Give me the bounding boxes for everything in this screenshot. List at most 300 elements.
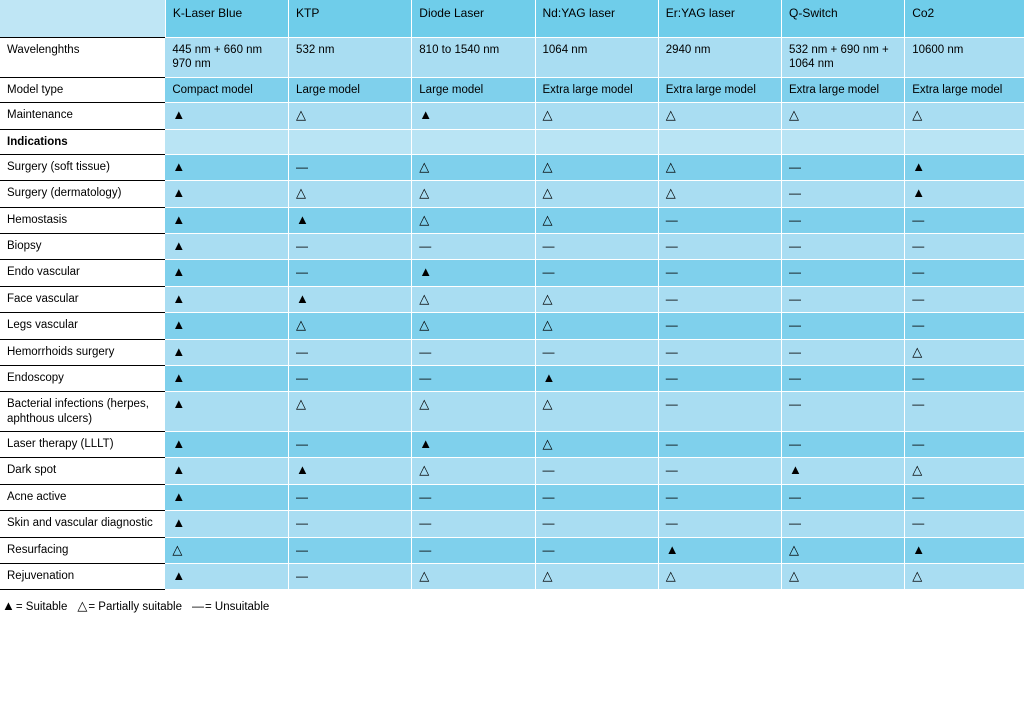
unsuitable-icon [912,265,924,278]
legend-unsuitable-text: = Unsuitable [205,600,270,613]
unsuitable-icon [543,490,555,503]
cell-symbol [905,484,1024,510]
cell-section-spacer [289,129,412,154]
cell-symbol [289,313,412,339]
row-label: Model type [0,77,165,102]
cell-symbol [658,432,781,458]
cell-symbol [412,365,535,391]
cell-symbol [781,154,904,180]
unsuitable-icon [296,516,308,529]
cell-symbol [658,563,781,589]
cell-symbol [658,154,781,180]
unsuitable-icon [789,160,801,173]
unsuitable-icon [666,292,678,305]
cell-symbol [658,207,781,233]
cell-symbol [165,207,288,233]
cell-text: 2940 nm [658,38,781,78]
cell-text: 10600 nm [905,38,1024,78]
unsuitable-icon [296,265,308,278]
cell-symbol [905,458,1024,484]
suitable-icon [296,292,309,305]
row-label: Hemostasis [0,207,165,233]
partially-suitable-icon [419,213,429,226]
cell-symbol [781,103,904,129]
cell-symbol [781,563,904,589]
cell-symbol [289,484,412,510]
cell-symbol [412,339,535,365]
partially-suitable-icon [666,108,676,121]
unsuitable-icon [912,437,924,450]
row-label: Face vascular [0,286,165,312]
unsuitable-icon [419,239,431,252]
unsuitable-icon [789,345,801,358]
cell-text: 445 nm + 660 nm 970 nm [165,38,288,78]
table-row [0,207,1024,233]
row-label: Bacterial infections (herpes, aphthous ulcers) [0,392,165,432]
cell-symbol [781,313,904,339]
table-row [0,181,1024,207]
suitable-icon [172,397,185,410]
row-label: Wavelenghths [0,38,165,78]
cell-symbol [412,563,535,589]
unsuitable-icon [543,543,555,556]
cell-symbol [658,234,781,260]
table-row [0,392,1024,432]
partially-suitable-icon [912,108,922,121]
partially-suitable-icon [666,160,676,173]
cell-symbol [658,260,781,286]
unsuitable-icon [789,265,801,278]
suitable-icon [172,160,185,173]
partially-suitable-icon [789,108,799,121]
cell-symbol [412,154,535,180]
cell-text: Extra large model [905,77,1024,102]
unsuitable-icon [296,345,308,358]
cell-symbol [165,392,288,432]
unsuitable-icon [912,239,924,252]
cell-symbol [165,286,288,312]
table-row [0,313,1024,339]
cell-symbol [535,313,658,339]
cell-section-spacer [412,129,535,154]
partially-suitable-icon [666,186,676,199]
cell-symbol [781,207,904,233]
cell-symbol [535,234,658,260]
suitable-icon [172,213,185,226]
column-header-k-laser-blue: K-Laser Blue [165,0,288,38]
partially-suitable-icon [666,569,676,582]
legend-unsuitable-icon [192,599,204,612]
cell-symbol [781,339,904,365]
suitable-icon [666,543,679,556]
unsuitable-icon [789,186,801,199]
row-label: Endoscopy [0,365,165,391]
cell-symbol [781,484,904,510]
partially-suitable-icon [543,213,553,226]
cell-symbol [535,339,658,365]
cell-symbol [658,537,781,563]
cell-symbol [289,260,412,286]
cell-symbol [905,365,1024,391]
unsuitable-icon [296,543,308,556]
column-header-nd-yag-laser: Nd:YAG laser [535,0,658,38]
cell-text: 532 nm [289,38,412,78]
suitable-icon [172,186,185,199]
column-header-er-yag-laser: Er:YAG laser [658,0,781,38]
cell-symbol [535,458,658,484]
unsuitable-icon [666,397,678,410]
cell-symbol [535,181,658,207]
suitable-icon [172,239,185,252]
table-row [0,77,1024,102]
cell-symbol [658,458,781,484]
cell-symbol [165,432,288,458]
cell-symbol [412,286,535,312]
row-label: Surgery (soft tissue) [0,154,165,180]
cell-symbol [412,432,535,458]
table-corner-cell [0,0,165,38]
legend-full-icon [2,599,15,612]
cell-symbol [905,563,1024,589]
row-label: Endo vascular [0,260,165,286]
cell-symbol [289,339,412,365]
cell-symbol [289,181,412,207]
unsuitable-icon [543,265,555,278]
cell-symbol [412,260,535,286]
cell-symbol [781,392,904,432]
legend-full-text: = Suitable [15,600,68,613]
cell-symbol [412,207,535,233]
cell-symbol [535,537,658,563]
row-label: Hemorrhoids surgery [0,339,165,365]
suitable-icon [419,108,432,121]
table-row [0,537,1024,563]
unsuitable-icon [296,490,308,503]
unsuitable-icon [789,371,801,384]
cell-symbol [289,458,412,484]
cell-symbol [165,563,288,589]
partially-suitable-icon [543,186,553,199]
partially-suitable-icon [543,397,553,410]
table-header [0,0,1024,38]
cell-symbol [535,563,658,589]
partially-suitable-icon [296,318,306,331]
cell-symbol [905,234,1024,260]
partially-suitable-icon [789,543,799,556]
cell-symbol [905,154,1024,180]
table-row [0,339,1024,365]
cell-symbol [289,392,412,432]
cell-symbol [658,392,781,432]
unsuitable-icon [666,345,678,358]
cell-symbol [289,432,412,458]
cell-text: Large model [289,77,412,102]
partially-suitable-icon [419,569,429,582]
partially-suitable-icon [419,397,429,410]
partially-suitable-icon [543,292,553,305]
partially-suitable-icon [543,437,553,450]
cell-symbol [781,432,904,458]
partially-suitable-icon [543,160,553,173]
unsuitable-icon [666,213,678,226]
unsuitable-icon [666,318,678,331]
cell-text: Extra large model [658,77,781,102]
table-row [0,511,1024,537]
table-row [0,234,1024,260]
table-header-row [0,0,1024,38]
cell-symbol [165,154,288,180]
unsuitable-icon [666,265,678,278]
cell-symbol [781,234,904,260]
unsuitable-icon [789,239,801,252]
partially-suitable-icon [296,108,306,121]
cell-symbol [905,537,1024,563]
suitable-icon [172,292,185,305]
cell-symbol [412,484,535,510]
cell-section-spacer [165,129,288,154]
cell-symbol [905,511,1024,537]
table-body [0,38,1024,590]
row-label: Resurfacing [0,537,165,563]
suitable-icon [172,463,185,476]
row-label: Indications [0,129,165,154]
unsuitable-icon [666,371,678,384]
table-row [0,129,1024,154]
cell-symbol [535,484,658,510]
cell-symbol [781,458,904,484]
suitable-icon [172,569,185,582]
cell-symbol [781,286,904,312]
unsuitable-icon [296,437,308,450]
row-label: Dark spot [0,458,165,484]
cell-symbol [165,511,288,537]
table-row [0,154,1024,180]
cell-symbol [412,458,535,484]
suitable-icon [543,371,556,384]
unsuitable-icon [419,345,431,358]
cell-symbol [781,181,904,207]
column-header-co2: Co2 [905,0,1024,38]
cell-symbol [412,537,535,563]
unsuitable-icon [912,490,924,503]
unsuitable-icon [666,490,678,503]
cell-symbol [289,207,412,233]
partially-suitable-icon [172,543,182,556]
partially-suitable-icon [419,186,429,199]
partially-suitable-icon [296,186,306,199]
cell-symbol [165,103,288,129]
unsuitable-icon [543,516,555,529]
cell-symbol [535,511,658,537]
unsuitable-icon [666,239,678,252]
partially-suitable-icon [419,318,429,331]
unsuitable-icon [912,371,924,384]
legend [0,599,1024,613]
cell-symbol [781,537,904,563]
cell-symbol [412,103,535,129]
cell-symbol [658,339,781,365]
cell-symbol [658,286,781,312]
cell-symbol [289,563,412,589]
column-header-ktp: KTP [289,0,412,38]
cell-symbol [165,365,288,391]
suitable-icon [172,437,185,450]
unsuitable-icon [789,318,801,331]
row-label: Acne active [0,484,165,510]
cell-symbol [165,484,288,510]
cell-symbol [289,537,412,563]
unsuitable-icon [789,516,801,529]
cell-symbol [905,392,1024,432]
cell-symbol [412,511,535,537]
cell-symbol [412,181,535,207]
partially-suitable-icon [912,569,922,582]
cell-symbol [535,207,658,233]
unsuitable-icon [666,516,678,529]
cell-symbol [535,432,658,458]
table-row [0,103,1024,129]
cell-symbol [289,286,412,312]
unsuitable-icon [789,397,801,410]
cell-symbol [165,458,288,484]
unsuitable-icon [912,318,924,331]
unsuitable-icon [912,516,924,529]
cell-section-spacer [905,129,1024,154]
row-label: Biopsy [0,234,165,260]
column-header-q-switch: Q-Switch [781,0,904,38]
cell-symbol [165,313,288,339]
suitable-icon [172,108,185,121]
cell-symbol [289,365,412,391]
suitable-icon [172,516,185,529]
suitable-icon [172,371,185,384]
partially-suitable-icon [912,463,922,476]
partially-suitable-icon [543,569,553,582]
cell-symbol [535,392,658,432]
suitable-icon [912,543,925,556]
suitable-icon [296,213,309,226]
unsuitable-icon [789,437,801,450]
cell-symbol [905,432,1024,458]
unsuitable-icon [419,490,431,503]
cell-symbol [412,313,535,339]
cell-symbol [905,286,1024,312]
suitable-icon [172,318,185,331]
suitable-icon [296,463,309,476]
cell-symbol [905,103,1024,129]
unsuitable-icon [666,437,678,450]
unsuitable-icon [296,371,308,384]
cell-symbol [658,484,781,510]
partially-suitable-icon [419,292,429,305]
cell-symbol [412,234,535,260]
table-row [0,38,1024,78]
cell-text: 810 to 1540 nm [412,38,535,78]
unsuitable-icon [296,160,308,173]
partially-suitable-icon [543,318,553,331]
unsuitable-icon [419,543,431,556]
cell-symbol [535,154,658,180]
suitable-icon [172,345,185,358]
cell-symbol [781,511,904,537]
partially-suitable-icon [419,463,429,476]
cell-section-spacer [781,129,904,154]
suitable-icon [912,160,925,173]
column-header-diode-laser: Diode Laser [412,0,535,38]
cell-section-spacer [535,129,658,154]
cell-symbol [289,234,412,260]
row-label: Surgery (dermatology) [0,181,165,207]
cell-text: 1064 nm [535,38,658,78]
unsuitable-icon [543,345,555,358]
cell-section-spacer [658,129,781,154]
unsuitable-icon [543,463,555,476]
partially-suitable-icon [912,345,922,358]
cell-symbol [658,313,781,339]
unsuitable-icon [666,463,678,476]
table-row [0,484,1024,510]
row-label: Laser therapy (LLLT) [0,432,165,458]
suitable-icon [172,490,185,503]
cell-symbol [535,103,658,129]
cell-symbol [165,260,288,286]
cell-symbol [781,365,904,391]
suitable-icon [912,186,925,199]
partially-suitable-icon [419,160,429,173]
unsuitable-icon [789,490,801,503]
table-row [0,260,1024,286]
legend-partial-icon [77,599,87,612]
cell-text: Compact model [165,77,288,102]
unsuitable-icon [789,213,801,226]
legend-partial-text: = Partially suitable [88,600,183,613]
partially-suitable-icon [543,108,553,121]
table-row [0,286,1024,312]
cell-symbol [412,392,535,432]
cell-symbol [658,181,781,207]
cell-symbol [905,339,1024,365]
unsuitable-icon [912,292,924,305]
table-row [0,563,1024,589]
unsuitable-icon [296,239,308,252]
table-row [0,458,1024,484]
table-row [0,432,1024,458]
suitable-icon [789,463,802,476]
cell-symbol [905,181,1024,207]
row-label: Legs vascular [0,313,165,339]
row-label: Rejuvenation [0,563,165,589]
cell-symbol [165,537,288,563]
partially-suitable-icon [789,569,799,582]
unsuitable-icon [912,213,924,226]
row-label: Maintenance [0,103,165,129]
cell-symbol [165,181,288,207]
cell-symbol [165,339,288,365]
cell-symbol [165,234,288,260]
cell-text: Extra large model [535,77,658,102]
cell-text: Large model [412,77,535,102]
cell-symbol [905,313,1024,339]
row-label: Skin and vascular diagnostic [0,511,165,537]
cell-symbol [658,103,781,129]
cell-symbol [289,511,412,537]
cell-symbol [535,260,658,286]
cell-symbol [658,511,781,537]
cell-symbol [289,154,412,180]
cell-symbol [658,365,781,391]
cell-symbol [905,207,1024,233]
cell-symbol [905,260,1024,286]
